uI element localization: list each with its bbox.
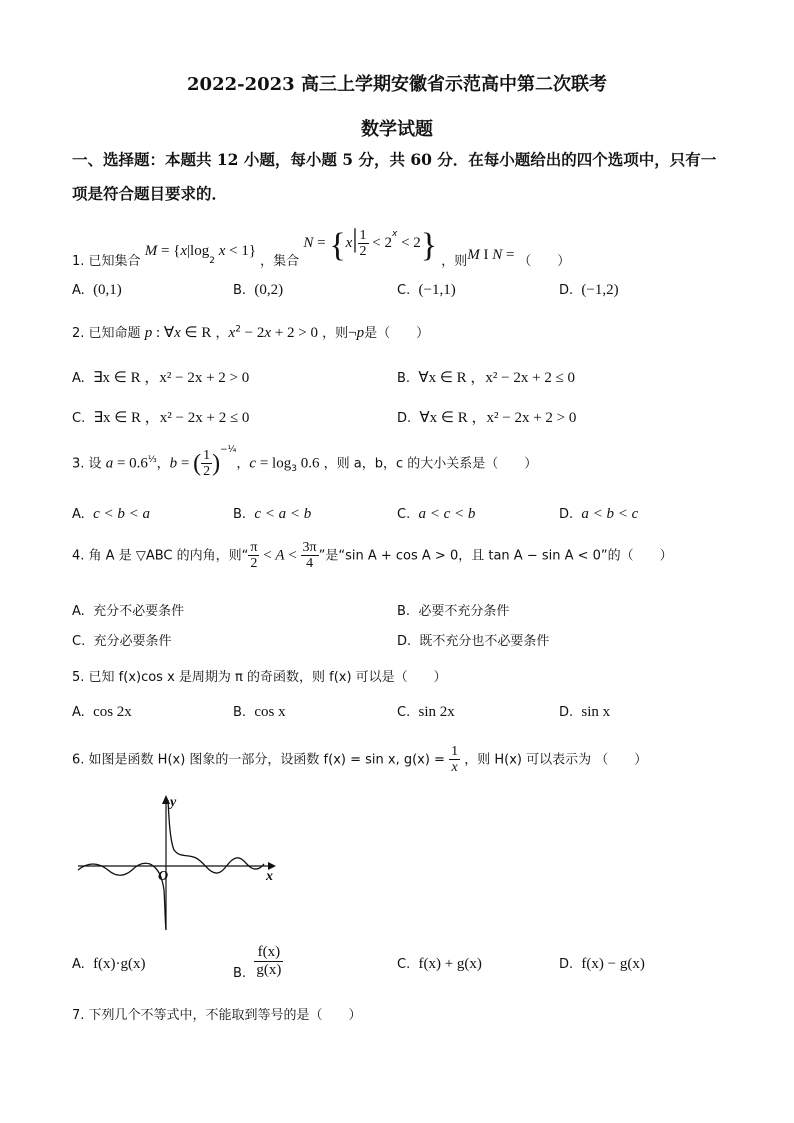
q1-tail: （ ）: [518, 254, 571, 269]
question-1: 1. 已知集合 $M = \{x|\log_2$ x < 1} ，集合 N = {x| $\frac{1}{2}$ < $2^x < 2$} ，则M I N = （ ）: [72, 224, 571, 269]
graph-x-label: x: [266, 869, 273, 884]
section-heading-line2: 项是符合题目要求的．: [72, 184, 228, 203]
q3-option-c[interactable]: C. a < c < b: [397, 506, 476, 522]
q4-option-d[interactable]: D. 既不充分也不必要条件: [397, 634, 550, 649]
q6-option-c[interactable]: C. f(x) + g(x): [397, 956, 482, 972]
q1-option-b[interactable]: B. (0,2): [233, 282, 284, 298]
q3-suffix: ，则 a，b，c 的大小关系是（ ）: [323, 456, 538, 472]
question-6: 6. 如图是函数 H(x) 图象的一部分，设函数 f(x) = sin x, g(x) = $\frac{1}{x}$ ，则 H(x) 可以表示为 （ ）: [72, 744, 648, 776]
q6-option-b[interactable]: B. $\frac{f(x)}{g(x)}$: [233, 944, 282, 981]
graph-y-label: y: [170, 795, 177, 810]
q2-option-d[interactable]: D. ∀x ∈ R ，x² − 2x + 2 > 0: [397, 410, 577, 426]
q2-option-b[interactable]: B. ∀x ∈ R ，x² − 2x + 2 ≤ 0: [397, 370, 576, 386]
q2-option-c[interactable]: C. ∃x ∈ R ，x² − 2x + 2 ≤ 0: [72, 410, 250, 426]
q5-option-d[interactable]: D. sin x: [559, 704, 611, 720]
graph-origin-label: O: [158, 869, 169, 884]
function-graph: [70, 790, 280, 940]
q6-suffix: ，则 H(x) 可以表示为 （ ）: [464, 752, 648, 768]
q2-tail: 是（ ）: [364, 326, 430, 341]
q1-suffix: ，则: [441, 254, 468, 269]
q2-suffix: ，则: [322, 326, 349, 341]
section-heading-line1: 一、选择题：本题共 12 小题，每小题 5 分，共 60 分．在每小题给出的四个选项中，只有一: [72, 150, 717, 169]
question-2: 2. 已知命题 p : ∀x ∈ R ，$x^2 - 2x + 2 > 0$ ，则¬p是（ ）: [72, 324, 430, 341]
q1-option-c[interactable]: C. (−1,1): [397, 282, 456, 298]
question-5: 5. 已知 f(x)cos x 是周期为 π 的奇函数，则 f(x) 可以是（ ）: [72, 670, 447, 685]
q3-option-b[interactable]: B. c < a < b: [233, 506, 312, 522]
q6-option-d[interactable]: D. f(x) − g(x): [559, 956, 645, 972]
q6-option-a[interactable]: A. f(x)·g(x): [72, 956, 146, 972]
q4-prefix: 4. 角 A 是 ▽ABC 的内角，则“: [72, 548, 249, 564]
q2-prefix: 2. 已知命题: [72, 326, 141, 341]
q4-option-b[interactable]: B. 必要不充分条件: [397, 604, 510, 619]
q5-option-b[interactable]: B. cos x: [233, 704, 286, 720]
question-7: 7. 下列几个不等式中，不能取到等号的是（ ）: [72, 1008, 362, 1023]
q1-sep: ，集合: [260, 254, 300, 269]
exam-subtitle: 数学试题: [361, 119, 433, 140]
q3-prefix: 3. 设: [72, 456, 102, 472]
q5-option-a[interactable]: A. cos 2x: [72, 704, 132, 720]
q3-option-a[interactable]: A. c < b < a: [72, 506, 150, 522]
exam-title: 2022-2023 高三上学期安徽省示范高中第二次联考: [187, 74, 607, 95]
q4-option-a[interactable]: A. 充分不必要条件: [72, 604, 185, 619]
question-3: 3. 设 $a = 0.6^{\frac{1}{3}}$，b = ( $\frac{1}{2}$ )$^{-\frac{1}{4}}$，$c = \log_3 0.6$ ，则 a，b，c 的大小关系是（ ）: [72, 445, 538, 480]
q2-option-a[interactable]: A. ∃x ∈ R ，x² − 2x + 2 > 0: [72, 370, 250, 386]
q3-option-d[interactable]: D. a < b < c: [559, 506, 639, 522]
q6-prefix: 6. 如图是函数 H(x) 图象的一部分，设函数 f(x) = sin x, g(x) =: [72, 752, 445, 768]
q4-option-c[interactable]: C. 充分必要条件: [72, 634, 172, 649]
q4-middle: ”是“sin A + cos A > 0，且 tan A − sin A < 0”的（ ）: [318, 548, 673, 564]
question-4: 4. 角 A 是 ▽ABC 的内角，则“ $\frac{\pi}{2}$ < A < $\frac{3\pi}{4}$ ”是“sin A + cos A > 0，且 tan A − sin A < 0”的（ ）: [72, 540, 673, 572]
q5-option-c[interactable]: C. sin 2x: [397, 704, 455, 720]
q1-option-d[interactable]: D. (−1,2): [559, 282, 619, 298]
q1-option-a[interactable]: A. (0,1): [72, 282, 122, 298]
q1-prefix: 1. 已知集合: [72, 254, 141, 269]
